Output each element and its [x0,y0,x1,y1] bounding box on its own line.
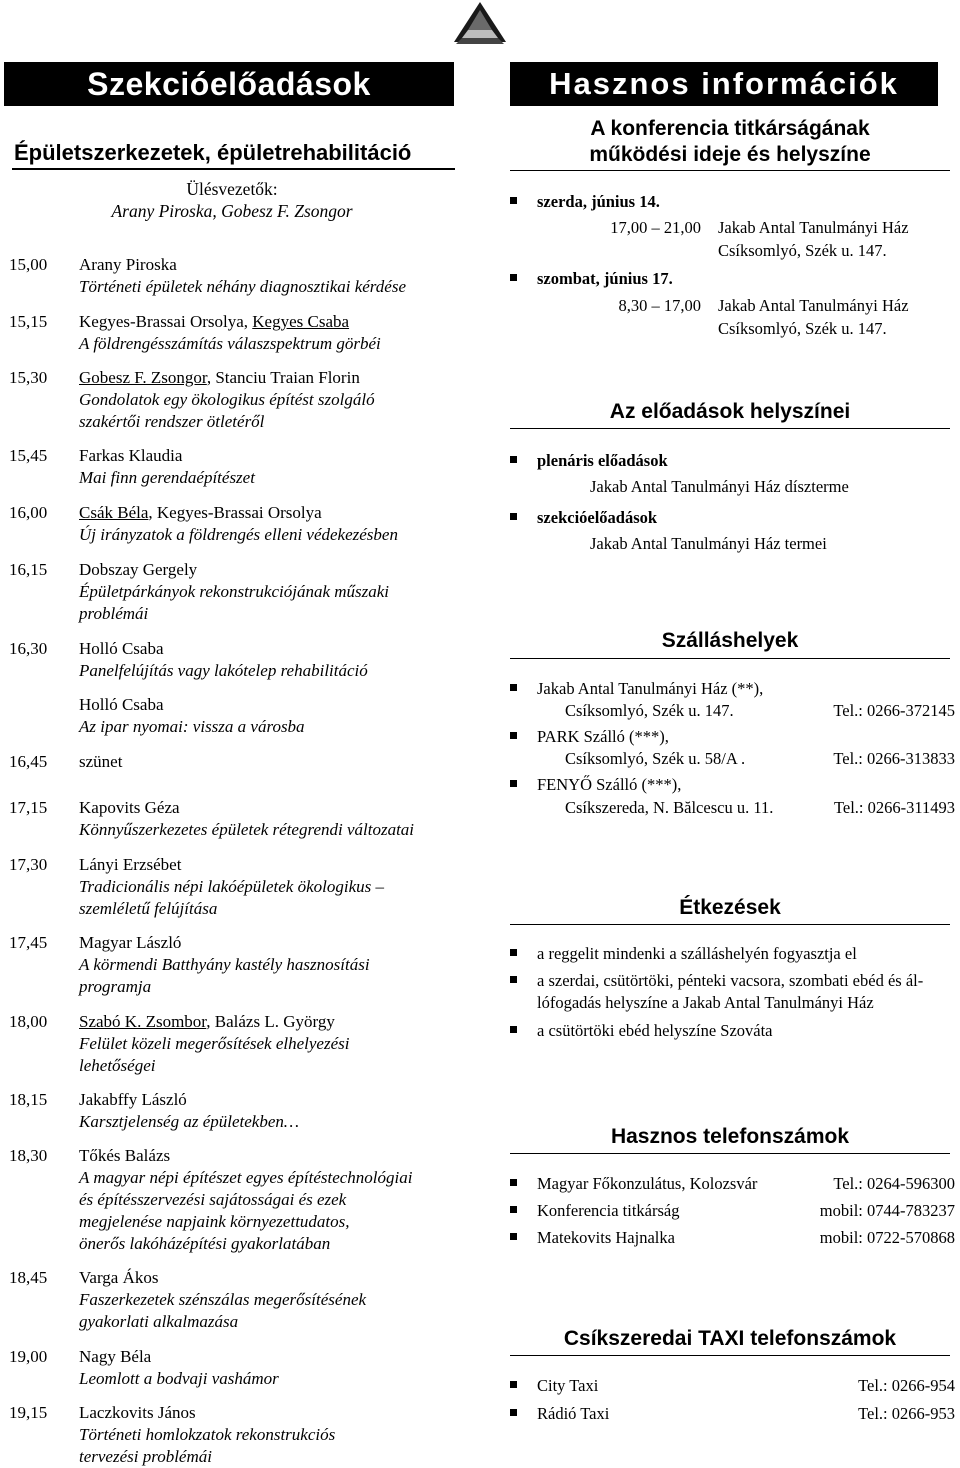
speaker-name: , Balázs L. György [206,1012,335,1031]
bullet-icon [510,1381,517,1388]
talk-time: 18,45 [9,1268,48,1287]
phone-name: Magyar Főkonzulátus, Kolozsvár [537,1174,758,1193]
talk-time: 17,15 [9,798,48,817]
phone-number: mobil: 0722-570868 [819,1228,955,1247]
talk-title: Könnyűszerkezetes épületek rétegrendi változatai [79,820,415,839]
sessions-column [0,0,480,1467]
lodging-phone: Tel.: 0266-372145 [833,701,955,720]
section-divider [510,428,950,429]
info-column [480,0,960,1467]
talk-item [9,445,459,489]
track-divider [12,168,455,170]
talk-title: Az ipar nyomai: vissza a városba [79,717,305,736]
talk-speaker: Lányi Erzsébet [79,855,182,874]
talk-speaker: Kapovits Géza [79,798,180,817]
talk-time: 15,15 [9,312,48,331]
talk-title: lehetőségei [79,1056,156,1075]
secretariat-heading [510,116,950,168]
talk-item [9,751,459,773]
talk-time: 18,00 [9,1012,48,1031]
section-divider [510,1355,950,1356]
meals-heading: Étkezések [679,896,781,919]
address: Csíksomlyó, Szék u. 147. [718,319,887,338]
bullet-icon [510,1233,517,1240]
talk-speaker: Dobszay Gergely [79,560,198,579]
venue-name: szekcióelőadások [537,508,658,527]
bullet-icon [510,513,517,520]
talk-item [9,311,459,355]
secretariat-heading-line: működési ideje és helyszíne [589,143,871,166]
section-divider [510,1153,950,1154]
talk-item [9,367,459,433]
lodging-name: PARK Szálló (***), [537,727,669,746]
talk-item [9,1267,459,1333]
bullet-icon [510,1409,517,1416]
phones-heading: Hasznos telefonszámok [610,1125,850,1148]
phone-number: mobil: 0744-783237 [819,1201,955,1220]
talk-speaker: Magyar László [79,933,182,952]
day-label: szerda, június 14. [537,192,660,211]
meal-item [510,943,958,965]
talk-item [9,502,459,546]
bullet-icon [510,274,517,281]
talk-item [9,797,459,841]
bullet-icon [510,1026,517,1033]
talk-time: 16,15 [9,560,48,579]
talk-title: Mai finn gerendaépítészet [79,468,255,487]
taxi-number: Tel.: 0266-953 [858,1404,955,1423]
address: Csíksomlyó, Szék u. 147. [718,241,887,260]
bullet-icon [510,976,517,983]
venue-place: Jakab Antal Tanulmányi Ház termei [590,534,827,553]
place: Jakab Antal Tanulmányi Ház [718,218,909,237]
talk-time: 15,30 [9,368,48,387]
talk-title: Tradicionális népi lakóépületek ökologikus – [79,877,385,896]
venue-item [510,450,958,472]
talk-title: tervezési problémái [79,1447,212,1466]
hours: 8,30 – 17,00 [618,296,701,315]
venue-place: Jakab Antal Tanulmányi Ház díszterme [590,477,849,496]
bullet-icon [510,1206,517,1213]
meal-text: a reggelit mindenki a szálláshelyén fogyasztja el [537,944,857,963]
venue-item [510,507,958,529]
talk-time: 15,45 [9,446,48,465]
meal-item [510,1020,958,1042]
place: Jakab Antal Tanulmányi Ház [718,296,909,315]
speaker-name: , Stanciu Traian Florin [206,368,360,387]
lodging-address: Csíksomlyó, Szék u. 147. [565,701,734,720]
talk-speaker [79,1011,459,1033]
talk-title: Faszerkezetek szénszálas megerősítésének [79,1290,367,1309]
talk-title: és építésszervezési sajátosságai és ezek [79,1190,347,1209]
hours: 17,00 – 21,00 [610,218,701,237]
talk-title: Felület közeli megerősítések elhelyezési [79,1034,350,1053]
day-label: szombat, június 17. [537,269,673,288]
lodging-item [510,726,958,748]
lodging-name: FENYŐ Szálló (***), [537,775,682,794]
section-divider [510,658,950,659]
talk-item [9,694,459,738]
speaker-name: Kegyes-Brassai Orsolya, [79,312,253,331]
bullet-icon [510,197,517,204]
track-title: Épületszerkezetek, épületrehabilitáció [14,140,412,165]
talk-title: Új irányzatok a földrengés elleni védekezésben [79,525,398,544]
talk-speaker: Arany Piroska [79,255,177,274]
talk-title: megjelenése napjaink környezettudatos, [79,1212,350,1231]
phone-name: Matekovits Hajnalka [537,1228,675,1247]
secretariat-heading-line: A konferencia titkárságának [590,117,870,140]
lodging-name: Jakab Antal Tanulmányi Ház (**), [537,679,764,698]
secretariat-day [510,191,958,213]
bullet-icon [510,949,517,956]
talk-item [9,1011,459,1077]
sessions-header: Szekcióelőadások [4,62,454,106]
venues-heading: Az előadások helyszínei [609,400,851,423]
section-divider [510,924,950,925]
meal-text: a szerdai, csütörtöki, pénteki vacsora, szombati ebéd és ál- [537,971,924,990]
talk-title: Leomlott a bodvaji vashámor [79,1369,279,1388]
break-label: szünet [79,752,123,771]
talk-item [9,559,459,625]
talk-speaker [79,367,459,389]
talk-title: Történeti homlokzatok rekonstrukciós [79,1425,336,1444]
chairs-names: Arany Piroska, Gobesz F. Zsongor [111,201,353,221]
lodging-item [510,678,958,700]
talk-speaker: Tőkés Balázs [79,1146,171,1165]
lodging-phone: Tel.: 0266-313833 [833,749,955,768]
talk-time: 19,15 [9,1403,48,1422]
talk-time: 18,15 [9,1090,48,1109]
lodging-item [510,774,958,796]
talk-title: A földrengésszámítás válaszspektrum görbéi [79,334,381,353]
venue-name: plenáris előadások [537,451,668,470]
phone-name: Konferencia titkárság [537,1201,680,1220]
speaker-name-presenter: Kegyes Csaba [252,312,350,331]
talk-title: gyakorlati alkalmazása [79,1312,239,1331]
lodging-phone: Tel.: 0266-311493 [833,798,955,817]
talk-title: A körmendi Batthyány kastély hasznosítási [79,955,370,974]
talk-speaker: Jakabffy László [79,1090,187,1109]
talk-time: 16,00 [9,503,48,522]
talk-item [9,1346,459,1390]
talk-time: 15,00 [9,255,48,274]
talk-speaker [79,311,459,333]
taxi-number: Tel.: 0266-954 [858,1376,955,1395]
talk-item [9,1145,459,1255]
section-divider [510,170,950,171]
taxi-name: City Taxi [537,1376,599,1395]
taxi-heading: Csíkszeredai TAXI telefonszámok [563,1327,897,1350]
talk-speaker: Varga Ákos [79,1268,159,1287]
info-header: Hasznos információk [510,62,938,106]
talk-item [9,254,459,298]
talk-title: Történeti épületek néhány diagnosztikai kérdése [79,277,407,296]
lodging-address: Csíksomlyó, Szék u. 58/A . [565,749,746,768]
chairs-label: Ülésvezetők: [186,179,278,199]
talk-time: 16,30 [9,639,48,658]
bullet-icon [510,732,517,739]
meal-item [510,970,958,1014]
speaker-name: , Kegyes-Brassai Orsolya [148,503,322,522]
talk-title: szemléletű felújítása [79,899,218,918]
talk-item [9,638,459,682]
bullet-icon [510,684,517,691]
talk-speaker: Nagy Béla [79,1347,152,1366]
talk-item [9,854,459,920]
talk-title: problémái [79,604,149,623]
talk-speaker: Laczkovits János [79,1403,196,1422]
lodging-address: Csíkszereda, N. Bălcescu u. 11. [565,798,774,817]
taxi-name: Rádió Taxi [537,1404,610,1423]
talk-time: 17,30 [9,855,48,874]
talk-title: Panelfelújítás vagy lakótelep rehabilitáció [79,661,368,680]
phone-number: Tel.: 0264-596300 [833,1174,955,1193]
talk-speaker: Holló Csaba [79,639,164,658]
talk-time: 16,45 [9,752,48,771]
talk-title: programja [79,977,152,996]
talk-speaker: Farkas Klaudia [79,446,183,465]
bullet-icon [510,1179,517,1186]
talk-title: Gondolatok egy ökologikus építést szolgáló [79,390,375,409]
talk-speaker [79,502,459,524]
talk-title: A magyar népi építészet egyes építéstechnológiai [79,1168,413,1187]
talk-title: Épületpárkányok rekonstrukciójának műszaki [79,582,390,601]
talk-item [9,1402,459,1468]
talk-item [9,932,459,998]
talk-title: szakértői rendszer ötletéről [79,412,265,431]
talk-time: 17,45 [9,933,48,952]
speaker-name-presenter: Szabó K. Zsombor [79,1012,207,1031]
talk-speaker: Holló Csaba [79,695,164,714]
bullet-icon [510,456,517,463]
talk-time: 18,30 [9,1146,48,1165]
talk-item [9,1089,459,1133]
secretariat-day [510,268,958,290]
talk-title: önerős lakóházépítési gyakorlatában [79,1234,331,1253]
speaker-name-presenter: Csák Béla [79,503,149,522]
lodging-heading: Szálláshelyek [661,629,799,652]
bullet-icon [510,780,517,787]
meal-text: lófogadás helyszíne a Jakab Antal Tanulmányi Ház [537,993,874,1012]
talk-time: 19,00 [9,1347,48,1366]
speaker-name-presenter: Gobesz F. Zsongor [79,368,207,387]
talk-title: Karsztjelenség az épületekben… [79,1112,300,1131]
meal-text: a csütörtöki ebéd helyszíne Szováta [537,1021,773,1040]
